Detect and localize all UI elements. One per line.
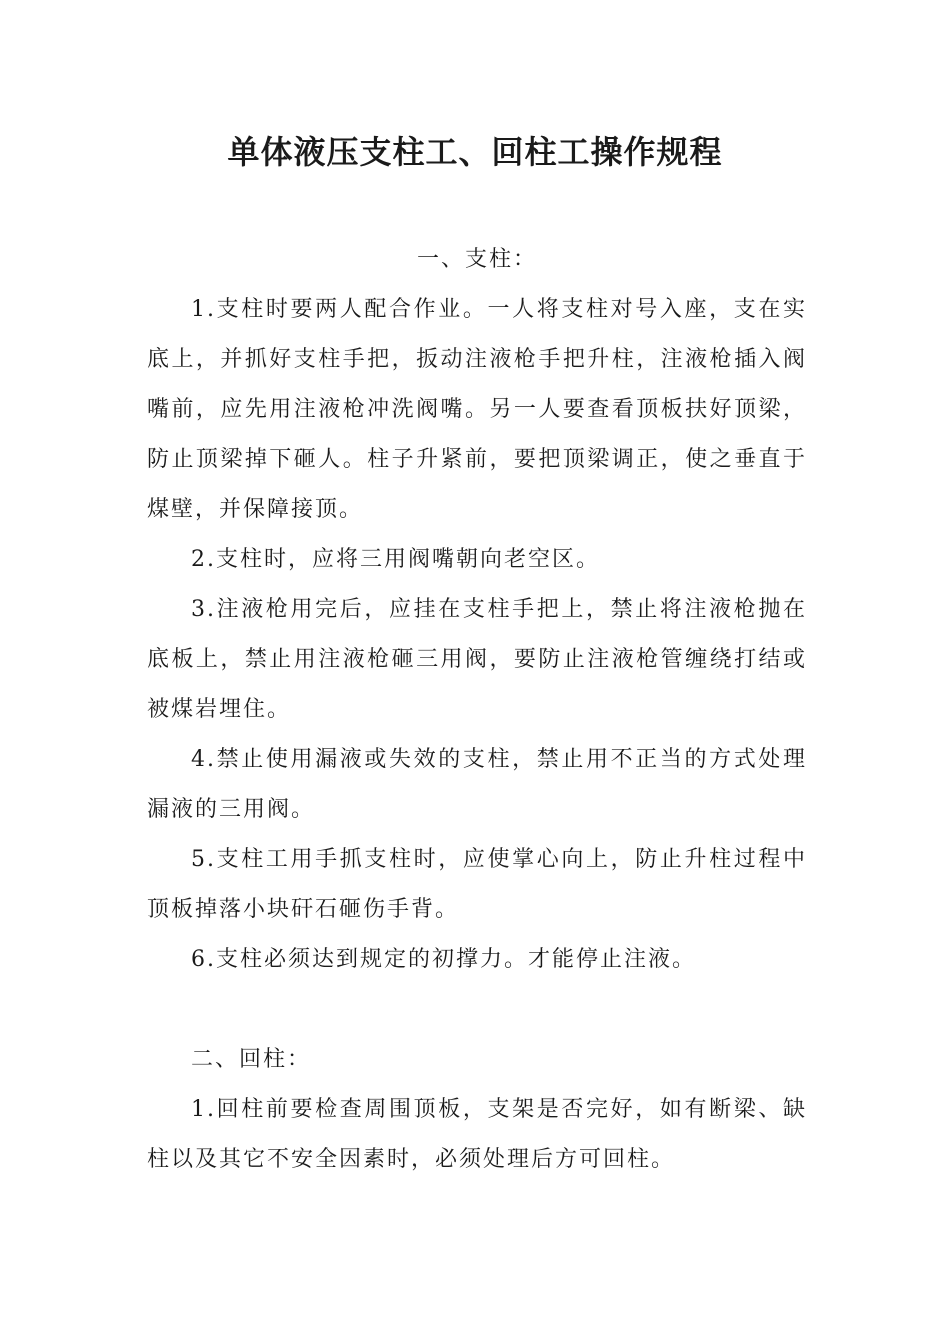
paragraph: 1.支柱时要两人配合作业。一人将支柱对号入座，支在实底上，并抓好支柱手把，扳动注液枪手把升柱，注液枪插入阀嘴前，应先用注液枪冲洗阀嘴。另一人要查看顶板扶好顶梁，防止顶梁掉下砸人。柱子升紧前，要把顶梁调正，使之垂直于煤壁，并保障接顶。 (147, 297, 807, 522)
paragraph: 4.禁止使用漏液或失效的支柱，禁止用不正当的方式处理漏液的三用阀。 (147, 747, 807, 822)
paragraph: 6.支柱必须达到规定的初撑力。才能停止注液。 (191, 947, 696, 972)
document-title: 单体液压支柱工、回柱工操作规程 (227, 133, 723, 171)
document-body (147, 235, 807, 1185)
section-heading: 一、支柱： (416, 247, 537, 272)
paragraph: 1.回柱前要检查周围顶板，支架是否完好，如有断梁、缺柱以及其它不安全因素时，必须处理后方可回柱。 (147, 1097, 807, 1172)
paragraph: 2.支柱时，应将三用阀嘴朝向老空区。 (191, 547, 600, 572)
spacer (147, 985, 807, 1035)
paragraph: 5.支柱工用手抓支柱时，应使掌心向上，防止升柱过程中顶板掉落小块矸石砸伤手背。 (147, 847, 807, 922)
section-heading: 二、回柱： (191, 1047, 312, 1072)
paragraph: 3.注液枪用完后，应挂在支柱手把上，禁止将注液枪抛在底板上，禁止用注液枪砸三用阀，要防止注液枪管缠绕打结或被煤岩埋住。 (147, 597, 807, 722)
